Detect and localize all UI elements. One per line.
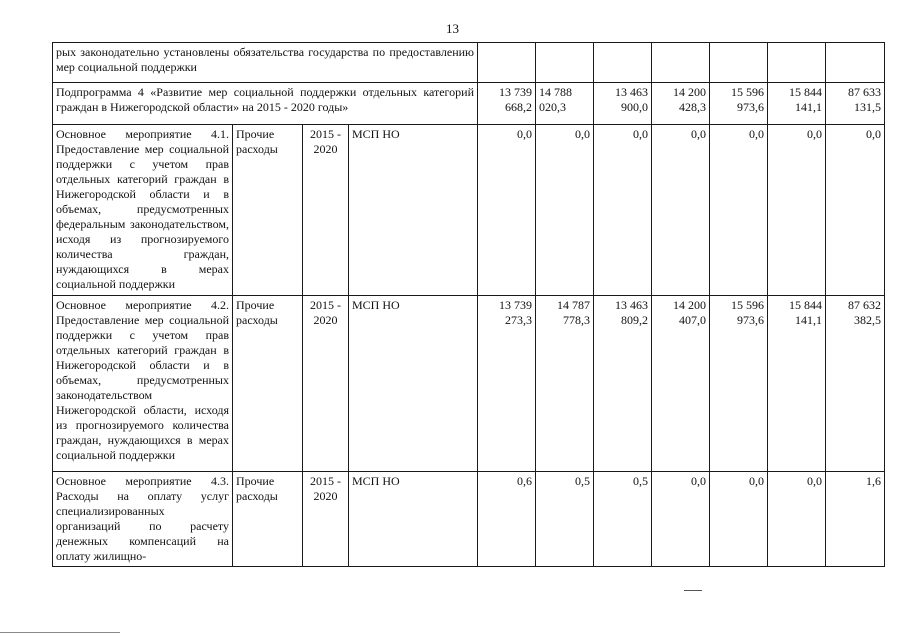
value-cell: 15 596 973,6 <box>710 83 768 125</box>
table-row <box>53 125 885 296</box>
expense-type: Прочие расходы <box>233 472 303 567</box>
measure-description: Основное мероприятие 4.3. Расходы на оплату услуг специализированных организаций по расчету денежных компенсаций на оплату жилищно- <box>53 472 233 567</box>
value-cell: 14 787 778,3 <box>536 296 594 472</box>
executor: МСП НО <box>349 472 478 567</box>
value-cell <box>826 43 885 83</box>
measure-description: Основное мероприятие 4.1. Предоставление мер социальной поддержки с учетом прав отдельных категорий граждан в Нижегородской области и в объемах, предусмотренных федеральным законодательством, исходя из прогнозируемого количества граждан, нуждающихся в мерах социальной поддержки <box>53 125 233 296</box>
value-cell: 0,0 <box>768 125 826 296</box>
period: 2015 - 2020 <box>303 125 349 296</box>
value-cell <box>594 43 652 83</box>
period: 2015 - 2020 <box>303 472 349 567</box>
value-cell: 0,0 <box>710 125 768 296</box>
value-cell: 0,0 <box>536 125 594 296</box>
table-row <box>53 296 885 472</box>
value-cell: 14 200 407,0 <box>652 296 710 472</box>
executor: МСП НО <box>349 125 478 296</box>
value-cell: 13 739 668,2 <box>478 83 536 125</box>
value-cell: 13 463 809,2 <box>594 296 652 472</box>
value-cell: 0,5 <box>536 472 594 567</box>
page-number: 13 <box>446 21 459 36</box>
value-cell <box>478 43 536 83</box>
value-cell: 0,0 <box>710 472 768 567</box>
measure-description: Основное мероприятие 4.2. Предоставление мер социальной поддержки с учетом прав отдельных категорий граждан в Нижегородской области и в объемах, предусмотренных законодательством Нижегородской области, исходя из прогнозируемого количества граждан, нуждающихся в мерах социальной поддержки <box>53 296 233 472</box>
subprogram-title: Подпрограмма 4 «Развитие мер социальной поддержки отдельных категорий граждан в Нижегородской области» на 2015 - 2020 годы» <box>53 83 478 125</box>
value-cell: 0,5 <box>594 472 652 567</box>
table-row <box>53 83 885 125</box>
value-cell <box>652 43 710 83</box>
table-row <box>53 472 885 567</box>
value-cell: 0,0 <box>826 125 885 296</box>
value-cell: 13 463 900,0 <box>594 83 652 125</box>
expense-type: Прочие расходы <box>233 296 303 472</box>
budget-table <box>52 42 885 567</box>
value-cell: 0,0 <box>768 472 826 567</box>
value-cell: 0,6 <box>478 472 536 567</box>
value-cell: 87 632 382,5 <box>826 296 885 472</box>
row-description: рых законодательно установлены обязательства государства по предоставлению мер социальной поддержки <box>53 43 478 83</box>
value-cell: 15 844 141,1 <box>768 83 826 125</box>
value-cell: 0,0 <box>652 125 710 296</box>
value-cell: 0,0 <box>594 125 652 296</box>
value-cell: 0,0 <box>478 125 536 296</box>
value-cell <box>710 43 768 83</box>
bottom-rule <box>0 632 120 633</box>
value-cell: 1,6 <box>826 472 885 567</box>
value-cell: 15 844 141,1 <box>768 296 826 472</box>
executor: МСП НО <box>349 296 478 472</box>
value-cell: 14 200 428,3 <box>652 83 710 125</box>
table-row <box>53 43 885 83</box>
value-cell <box>768 43 826 83</box>
scan-mark <box>684 590 702 591</box>
expense-type: Прочие расходы <box>233 125 303 296</box>
value-cell: 15 596 973,6 <box>710 296 768 472</box>
period: 2015 - 2020 <box>303 296 349 472</box>
value-cell: 0,0 <box>652 472 710 567</box>
value-cell: 13 739 273,3 <box>478 296 536 472</box>
value-cell <box>536 43 594 83</box>
value-cell: 14 788 020,3 <box>536 83 594 125</box>
value-cell: 87 633 131,5 <box>826 83 885 125</box>
